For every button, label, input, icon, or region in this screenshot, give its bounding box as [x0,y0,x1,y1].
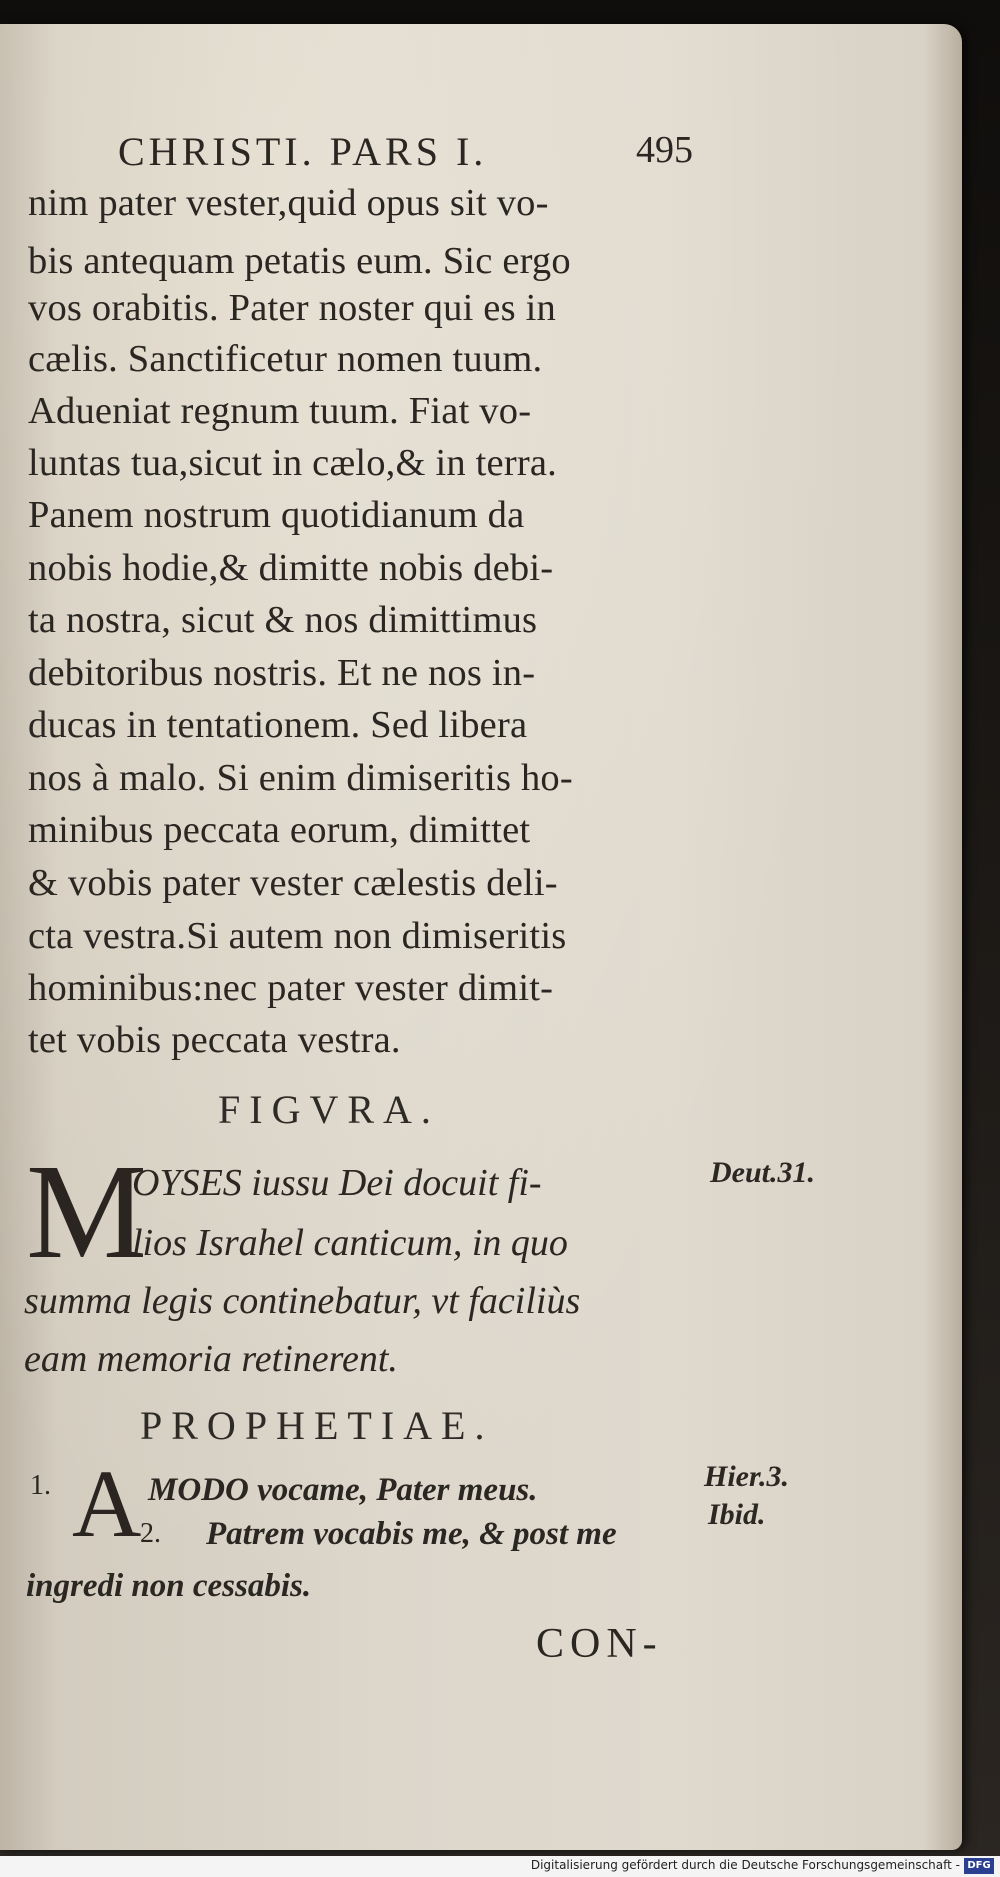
text-line: ta nostra, sicut & nos dimittimus [28,599,538,641]
running-head: CHRISTI. PARS I. [118,129,488,174]
text-line: Adueniat regnum tuum. Fiat vo- [28,390,532,432]
figura-line: lios Israhel canticum, in quo [132,1222,568,1264]
figura-line: eam memoria retinerent. [24,1338,398,1380]
book-page [0,24,962,1850]
prophecy-line: ingredi non cessabis. [26,1568,312,1604]
text-line: tet vobis peccata vestra. [28,1019,401,1061]
text-line: bis antequam petatis eum. Sic ergo [28,240,571,282]
prophetiae-heading: PROPHETIAE. [140,1403,494,1448]
text-line: hominibus:nec pater vester dimit- [28,967,554,1009]
text-line: & vobis pater vester cælestis deli- [28,862,558,904]
digitization-credit: Digitalisierung gefördert durch die Deutsche Forschungsgemeinschaft - [530,1858,960,1872]
text-line: vos orabitis. Pater noster qui es in [28,287,556,329]
text-line: debitoribus nostris. Et ne nos in- [28,652,536,694]
page-header [0,128,962,178]
figura-line: OYSES iussu Dei docuit fi- [132,1162,542,1204]
figura-line: summa legis continebatur, vt faciliùs [24,1280,581,1322]
figura-heading: FIGVRA. [218,1087,440,1132]
dropcap-m: M [26,1137,147,1287]
text-line: ducas in tentationem. Sed libera [28,704,528,746]
margin-note-ibid: Ibid. [708,1498,766,1531]
text-line: nos à malo. Si enim dimiseritis ho- [28,757,573,799]
text-line: cælis. Sanctificetur nomen tuum. [28,338,543,380]
text-line: nobis hodie,& dimitte nobis debi- [28,547,554,589]
item-number: 2. [140,1518,161,1549]
prophecy-line: Patrem vocabis me, & post me [206,1516,617,1552]
dropcap-a: A [72,1450,142,1557]
text-line: luntas tua,sicut in cælo,& in terra. [28,442,557,484]
text-line: Panem nostrum quotidianum da [28,494,525,536]
text-line: cta vestra.Si autem non dimiseritis [28,915,567,957]
page-number: 495 [636,129,693,171]
prophecy-line: MODO vocame, Pater meus. [148,1472,538,1508]
footer-bar [0,1856,1000,1877]
margin-note-hier: Hier.3. [704,1460,790,1493]
dfg-logo: DFG [964,1858,994,1874]
text-line: minibus peccata eorum, dimittet [28,809,531,851]
item-number: 1. [30,1470,51,1501]
margin-note-deut: Deut.31. [710,1156,815,1189]
catchword: CON- [536,1621,663,1667]
text-line: nim pater vester,quid opus sit vo- [28,182,549,224]
